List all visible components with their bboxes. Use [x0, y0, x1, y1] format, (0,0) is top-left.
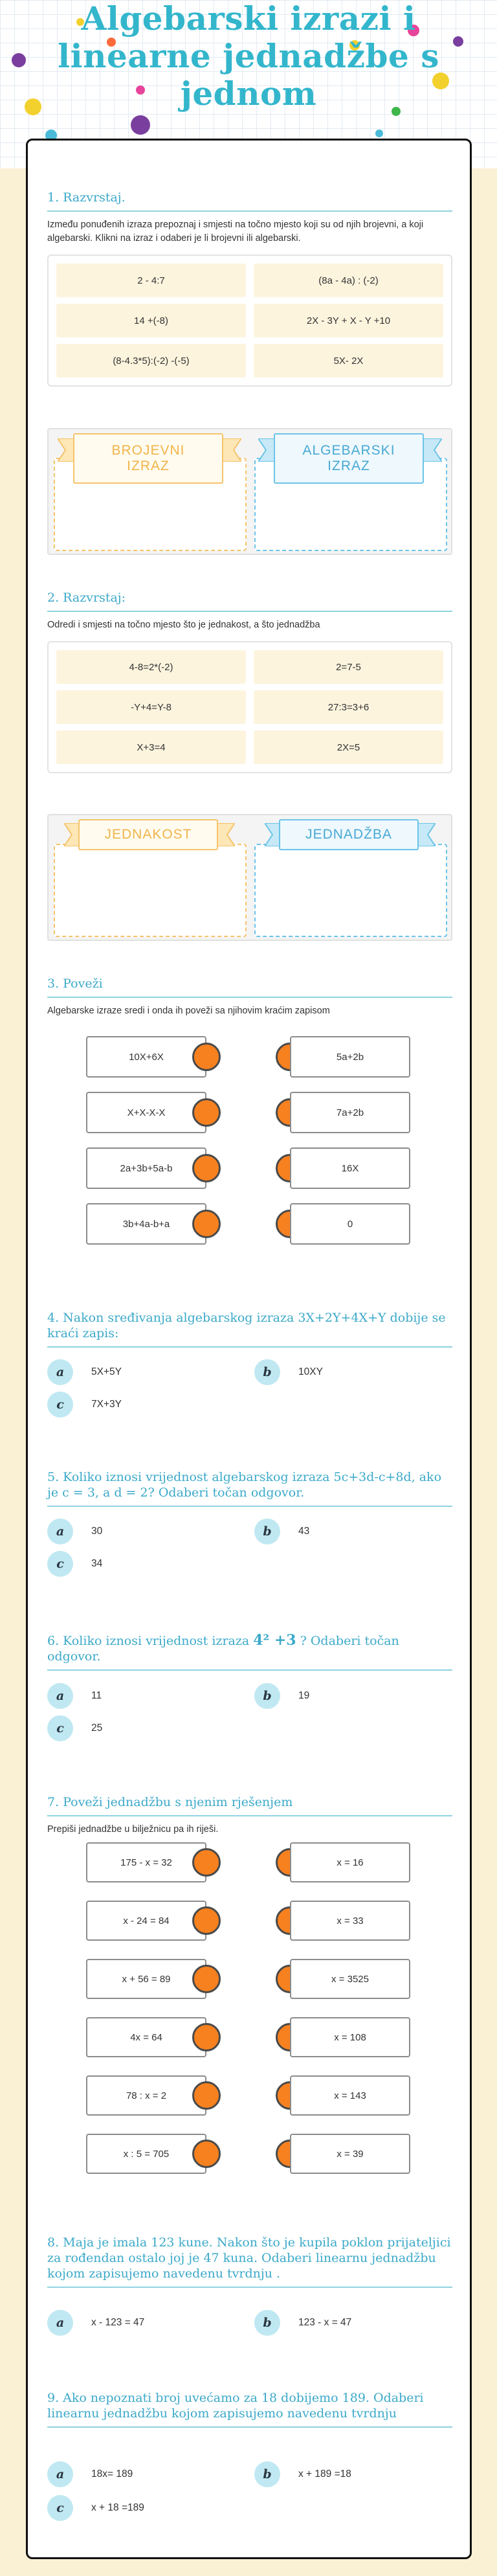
question-2 — [47, 590, 452, 773]
match-item-left[interactable]: x + 56 = 89 — [86, 1959, 206, 1999]
choice-letter-badge: a — [47, 2310, 73, 2336]
option-tile[interactable]: X+3=4 — [56, 730, 246, 764]
choice-letter-badge: b — [254, 2310, 280, 2336]
choice-a[interactable] — [47, 1359, 122, 1385]
match-item-right[interactable]: 7a+2b — [290, 1092, 410, 1133]
question-title: 2. Razvrstaj: — [47, 591, 126, 605]
option-tile[interactable]: 2=7-5 — [254, 650, 443, 684]
choice-text: x + 189 =18 — [298, 2469, 351, 2480]
category-label-jednadzba: JEDNADŽBA — [279, 819, 419, 850]
question-instruction: Prepiši jednadžbe u bilježnicu pa ih riješi. — [47, 1824, 219, 1835]
question-9 — [47, 2390, 452, 2428]
question-8 — [47, 2235, 452, 2288]
choice-c[interactable] — [47, 1392, 122, 1418]
question-title: 5. Koliko iznosi vrijednost algebarskog izraza 5c+3d-c+8d, ako je c = 3, a d = 2? Odaberi točan odgovor. — [47, 1470, 442, 1500]
match-item-left[interactable]: x : 5 = 705 — [86, 2134, 206, 2174]
question-title: 4. Nakon sređivanja algebarskog izraza 3X+2Y+4X+Y dobije se kraći zapis: — [47, 1311, 446, 1340]
option-tile[interactable]: 2X - 3Y + X - Y +10 — [254, 304, 443, 337]
choice-c[interactable] — [47, 1715, 102, 1741]
options-panel — [47, 641, 452, 773]
option-tile[interactable]: (8a - 4a) : (-2) — [254, 264, 443, 297]
match-item-right[interactable]: 16X — [290, 1147, 410, 1189]
question-3 — [47, 976, 452, 1018]
category-label-algebarski: ALGEBARSKI IZRAZ — [274, 433, 424, 484]
question-title — [47, 1633, 452, 1664]
drop-box-jednakost[interactable] — [54, 844, 247, 937]
choice-text: 34 — [91, 1558, 103, 1569]
divider — [47, 611, 452, 612]
math-expression: 4² +3 — [253, 1632, 296, 1649]
choice-letter-badge: c — [47, 1551, 73, 1577]
choice-letter-badge: b — [254, 1359, 280, 1385]
choice-text: 43 — [298, 1526, 310, 1537]
question-title: 8. Maja je imala 123 kune. Nakon što je kupila poklon prijateljici za rođendan ostalo joj je 47 kuna. Odaberi linearnu jednadžbu kojom zapisujemo navedenu tvrdnju . — [47, 2235, 451, 2281]
question-title: 3. Poveži — [47, 977, 103, 991]
match-connector-left[interactable] — [192, 1965, 221, 1993]
match-item-left[interactable]: 10X+6X — [86, 1036, 206, 1078]
choice-letter-badge: b — [254, 1683, 280, 1709]
question-title: 1. Razvrstaj. — [47, 190, 126, 205]
option-tile[interactable]: 2 - 4:7 — [56, 264, 246, 297]
choice-a[interactable] — [47, 2310, 144, 2336]
question-instruction: Algebarske izraze sredi i onda ih poveži sa njihovim kraćim zapisom — [47, 1006, 330, 1016]
match-connector-left[interactable] — [192, 2081, 221, 2110]
match-item-right[interactable]: x = 143 — [290, 2075, 410, 2116]
choice-text: x + 18 =189 — [91, 2502, 144, 2513]
option-tile[interactable]: 14 +(-8) — [56, 304, 246, 337]
option-tile[interactable]: 5X- 2X — [254, 344, 443, 378]
divider — [47, 1669, 452, 1671]
option-tile[interactable]: (8-4.3*5):(-2) -(-5) — [56, 344, 246, 378]
divider — [47, 1815, 452, 1816]
drop-area — [47, 814, 452, 941]
question-instruction: Između ponuđenih izraza prepoznaj i smjesti na točno mjesto koji su od njih brojevni, a koji algebarski. Klikni na izraz i odaberi je li brojevni ili algebarski. — [47, 220, 424, 243]
match-item-right[interactable]: x = 39 — [290, 2134, 410, 2174]
match-connector-left[interactable] — [192, 1210, 221, 1238]
choice-a[interactable] — [47, 1519, 102, 1544]
question-7 — [47, 1794, 452, 1836]
match-connector-left[interactable] — [192, 1906, 221, 1935]
drop-box-jednadzba[interactable] — [254, 844, 447, 937]
choice-b[interactable] — [254, 1683, 309, 1709]
match-item-left[interactable]: x - 24 = 84 — [86, 1901, 206, 1941]
question-4 — [47, 1310, 452, 1348]
divider — [47, 1346, 452, 1348]
category-label-jednakost: JEDNAKOST — [78, 819, 218, 850]
choice-letter-badge: b — [254, 2461, 280, 2487]
choice-letter-badge: a — [47, 1519, 73, 1544]
choice-text: 123 - x = 47 — [298, 2317, 352, 2328]
decor-dot — [12, 53, 26, 67]
match-item-right[interactable]: x = 16 — [290, 1842, 410, 1882]
divider — [47, 2426, 452, 2428]
choice-letter-badge: a — [47, 1359, 73, 1385]
choice-text: 18x= 189 — [91, 2469, 133, 2480]
question-6 — [47, 1633, 452, 1671]
match-item-right[interactable]: x = 108 — [290, 2017, 410, 2057]
divider — [47, 2287, 452, 2288]
options-panel — [47, 254, 452, 387]
match-item-right[interactable]: 0 — [290, 1203, 410, 1245]
choice-text: 19 — [298, 1690, 310, 1701]
match-connector-left[interactable] — [192, 1154, 221, 1182]
match-item-left[interactable]: 3b+4a-b+a — [86, 1203, 206, 1245]
choice-text: 5X+5Y — [91, 1366, 122, 1377]
divider — [47, 997, 452, 998]
choice-letter-badge: c — [47, 1392, 73, 1418]
decor-dot — [131, 115, 150, 135]
match-item-left[interactable]: 78 : x = 2 — [86, 2075, 206, 2116]
category-label-brojevni: BROJEVNI IZRAZ — [73, 433, 223, 484]
divider — [47, 1506, 452, 1507]
match-item-right[interactable]: 5a+2b — [290, 1036, 410, 1078]
question-1 — [47, 190, 452, 387]
match-connector-left[interactable] — [192, 1848, 221, 1877]
choice-letter-badge: a — [47, 2461, 73, 2487]
choice-letter-badge: c — [47, 2495, 73, 2521]
choice-letter-badge: b — [254, 1519, 280, 1544]
choice-a[interactable] — [47, 1683, 102, 1709]
match-item-left[interactable]: X+X-X-X — [86, 1092, 206, 1133]
match-item-left[interactable]: 4x = 64 — [86, 2017, 206, 2057]
option-tile[interactable]: 4-8=2*(-2) — [56, 650, 246, 684]
match-connector-left[interactable] — [192, 2023, 221, 2051]
option-tile[interactable]: -Y+4=Y-8 — [56, 690, 246, 724]
match-item-right[interactable]: x = 33 — [290, 1901, 410, 1941]
decor-dot — [375, 130, 383, 137]
worksheet-card — [26, 139, 472, 2559]
choice-text: x - 123 = 47 — [91, 2317, 145, 2328]
page-title: Algebarski izrazi i linearne jednadžbe s jednom — [58, 0, 439, 113]
choice-text: 30 — [91, 1526, 103, 1537]
match-connector-left[interactable] — [192, 1098, 221, 1127]
option-tile[interactable]: 2X=5 — [254, 730, 443, 764]
question-title-text: ? Odaberi točan odgovor. — [47, 1634, 399, 1664]
choice-c[interactable] — [47, 1551, 102, 1577]
choice-text: 10XY — [298, 1366, 323, 1377]
question-5 — [47, 1469, 452, 1507]
option-tile[interactable]: 27:3=3+6 — [254, 690, 443, 724]
question-title: 9. Ako nepoznati broj uvećamo za 18 dobijemo 189. Odaberi linearnu jednadžbu kojom zapisujemo navedenu tvrdnju — [47, 2391, 424, 2421]
choice-letter-badge: a — [47, 1683, 73, 1709]
match-item-left[interactable]: 175 - x = 32 — [86, 1842, 206, 1882]
match-item-left[interactable]: 2a+3b+5a-b — [86, 1147, 206, 1189]
choice-text: 7X+3Y — [91, 1399, 122, 1410]
match-connector-left[interactable] — [192, 2140, 221, 2168]
drop-area — [47, 428, 452, 555]
choice-c[interactable] — [47, 2495, 144, 2521]
question-title: 7. Poveži jednadžbu s njenim rješenjem — [47, 1795, 293, 1809]
choice-text: 11 — [91, 1690, 102, 1701]
question-title-text: 6. Koliko iznosi vrijednost izraza — [47, 1634, 254, 1648]
question-instruction: Odredi i smjesti na točno mjesto što je jednakost, a što jednadžba — [47, 620, 320, 630]
match-item-right[interactable]: x = 3525 — [290, 1959, 410, 1999]
choice-a[interactable] — [47, 2461, 133, 2487]
choice-text: 25 — [91, 1723, 103, 1734]
divider — [47, 210, 452, 212]
choice-b[interactable] — [254, 1359, 323, 1385]
choice-b[interactable] — [254, 2310, 351, 2336]
match-connector-left[interactable] — [192, 1043, 221, 1071]
choice-letter-badge: c — [47, 1715, 73, 1741]
choice-b[interactable] — [254, 2461, 351, 2487]
choice-b[interactable] — [254, 1519, 309, 1544]
